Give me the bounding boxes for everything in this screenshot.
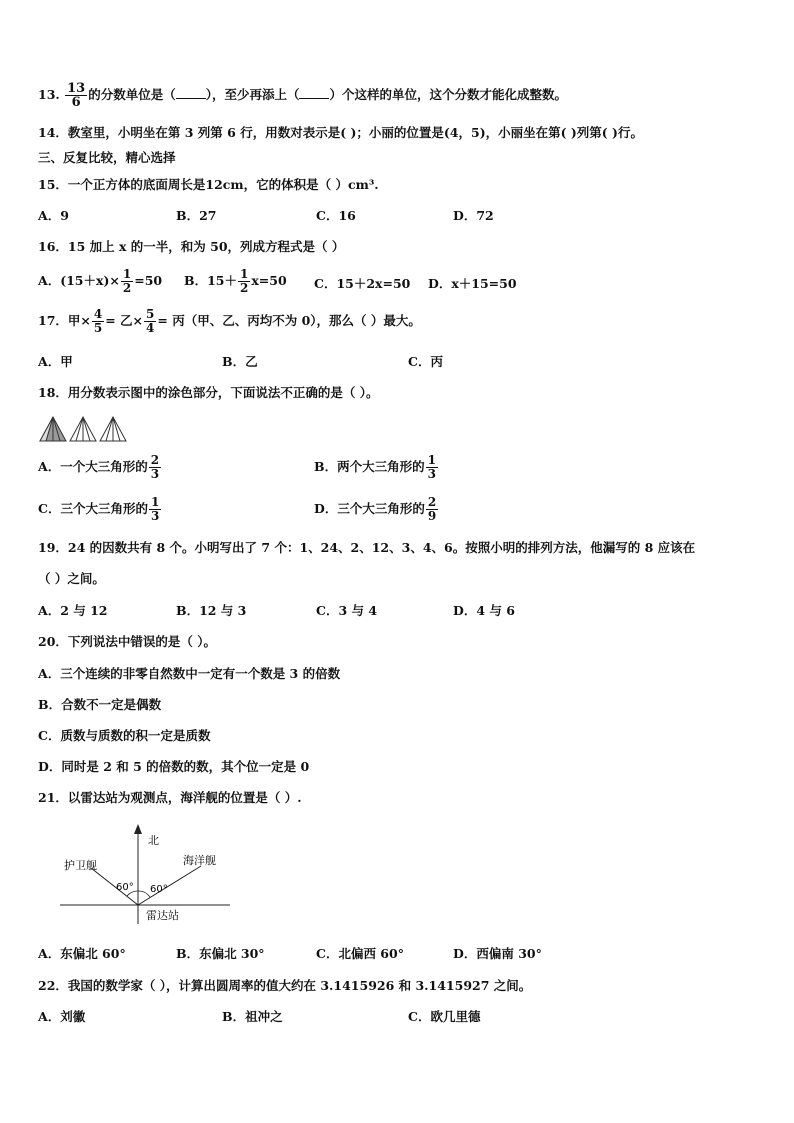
question-number: 13. [38,87,60,102]
triangle [70,417,96,441]
option-c[interactable]: C．欧几里德 [408,1009,481,1024]
option-b[interactable]: B．12 与 3 [176,603,247,618]
station-label: 雷达站 [146,909,179,922]
ocean-label: 海洋舰 [183,854,216,867]
option-b[interactable]: B．东偏北 30° [176,946,265,961]
option-a[interactable]: A．一个大三角形的 $\frac{2}{3}$ [38,453,160,481]
question-17: 17．甲× $\frac{4}{5}$ = 乙× $\frac{5}{4}$ = 丙（甲、乙、丙均不为 0），那么（ ）最大。 [38,307,421,335]
answer-blank[interactable] [176,86,206,99]
option-d[interactable]: D．x＋15=50 [428,276,517,291]
option-a[interactable]: A．9 [38,208,69,223]
option-c[interactable]: C．3 与 4 [316,603,378,618]
option-c[interactable]: C．15＋2x=50 [314,276,411,291]
question-13: 13. $\frac{13}{6}$ 的分数单位是（ ），至少再添上（ ）个这样的单位，这个分数才能化成整数。 [38,81,567,110]
fraction: $\frac{5}{4}$ [146,307,155,335]
option-d[interactable]: D．西偏南 30° [453,946,542,961]
option-d[interactable]: D．同时是 2 和 5 的倍数的数，其个位一定是 0 [38,759,310,774]
north-label: 北 [148,834,159,847]
option-b[interactable]: B．合数不一定是偶数 [38,697,162,712]
option-b[interactable]: B．两个大三角形的 $\frac{1}{3}$ [314,453,436,481]
option-c[interactable]: C．三个大三角形的 $\frac{1}{3}$ [38,495,160,523]
angle-left-label: 60° [116,882,134,893]
angle-arc-right [138,891,150,897]
fraction: $\frac{1}{3}$ [427,453,436,481]
question-18: 18．用分数表示图中的涂色部分，下面说法不正确的是（ ）。 [38,385,379,400]
question-21: 21．以雷达站为观测点，海洋舰的位置是（ ）. [38,790,302,805]
fraction: $\frac{1}{2}$ [122,267,132,295]
option-d[interactable]: D．三个大三角形的 $\frac{2}{9}$ [314,495,437,523]
question-19: 19．24 的因数共有 8 个。小明写出了 7 个：1、24、2、12、3、4、6。按照小明的排列方法，他漏写的 8 应该在 [38,540,696,555]
triangle [100,417,126,441]
radar-diagram [58,822,234,928]
question-16: 16．15 加上 x 的一半，和为 50，列成方程式是（ ） [38,239,345,254]
angle-right-label: 60° [150,884,168,895]
option-a[interactable]: A．甲 [38,354,73,369]
option-c[interactable]: C．丙 [408,354,443,369]
option-b[interactable]: B．乙 [222,354,258,369]
option-c[interactable]: C．16 [316,208,356,223]
fraction: $\frac{2}{3}$ [150,453,160,481]
option-c[interactable]: C．质数与质数的积一定是质数 [38,728,211,743]
question-20: 20．下列说法中错误的是（ ）。 [38,634,216,649]
fraction: $\frac{4}{5}$ [93,307,103,335]
fraction: $\frac{2}{9}$ [427,495,437,523]
north-arrow-icon [134,824,142,834]
answer-blank[interactable] [299,86,329,99]
escort-label: 护卫舰 [64,859,97,872]
option-b[interactable]: B．15＋ $\frac{1}{2}$ x=50 [184,267,287,295]
option-a[interactable]: A．(15＋x)× $\frac{1}{2}$ =50 [38,267,163,295]
option-b[interactable]: B．27 [176,208,217,223]
option-a[interactable]: A．三个连续的非零自然数中一定有一个数是 3 的倍数 [38,666,341,681]
question-19-cont: （ ）之间。 [38,571,105,586]
option-c[interactable]: C．北偏西 60° [316,946,404,961]
triangle-shaded [40,417,66,441]
ocean-ray [138,866,201,905]
option-a[interactable]: A．刘徽 [38,1009,86,1024]
option-a[interactable]: A．东偏北 60° [38,946,126,961]
question-14: 14．教室里，小明坐在第 3 列第 6 行，用数对表示是( )；小丽的位置是(4，5)，小丽坐在第( )列第( )行。 [38,125,643,140]
section-heading: 三、反复比较，精心选择 [38,150,176,165]
option-d[interactable]: D．72 [453,208,494,223]
option-a[interactable]: A．2 与 12 [38,603,108,618]
triangles-figure [38,415,130,443]
fraction: $\frac{1}{3}$ [150,495,160,523]
fraction: $\frac{13}{6}$ [67,81,86,110]
question-22: 22．我国的数学家（ ），计算出圆周率的值大约在 3.1415926 和 3.1415927 之间。 [38,978,532,993]
option-d[interactable]: D．4 与 6 [453,603,515,618]
fraction: $\frac{1}{2}$ [239,267,249,295]
question-15: 15．一个正方体的底面周长是12cm，它的体积是（ ）cm³. [38,177,379,192]
option-b[interactable]: B．祖冲之 [222,1009,283,1024]
